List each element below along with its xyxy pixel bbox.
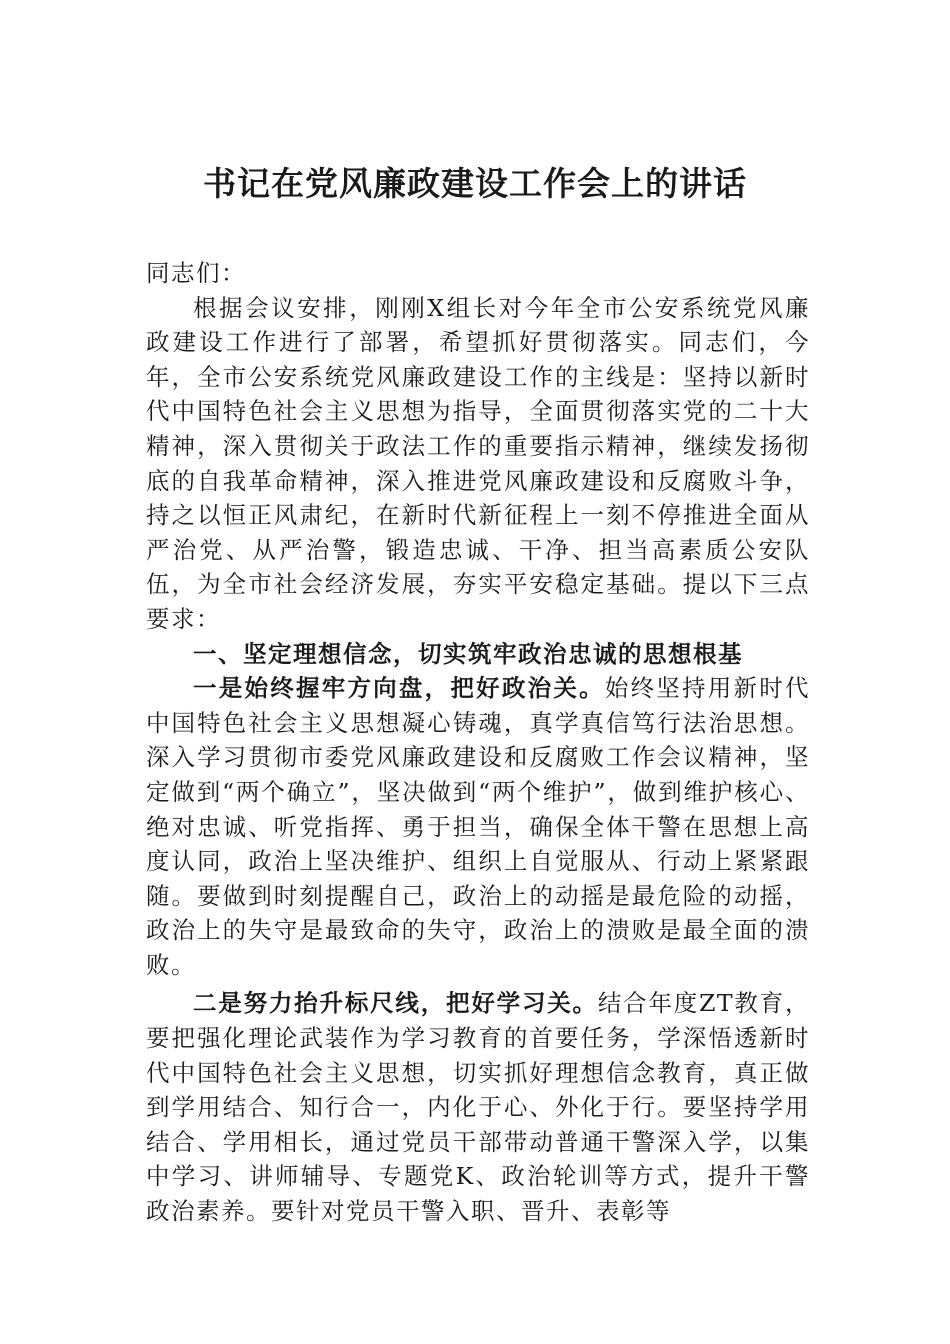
point-1-text: 始终坚持用新时代中国特色社会主义思想凝心铸魂，真学真信笃行法治思想。深入学习贯彻市委党风廉政建设和反腐败工作会议精神，坚定做到“两个确立”，坚决做到“两个维护”，做到维护核心、绝对忠诚、听党指挥、勇于担当，确保全体干警在思想上高度认同，政治上坚决维护、组织上自觉服从、行动上紧紧跟随。要做到时刻提醒自己，政治上的动摇是最危险的动摇，政治上的失守是最致命的失守，政治上的溃败是最全面的溃败。 <box>146 674 811 979</box>
intro-paragraph: 根据会议安排，刚刚X组长对今年全市公安系统党风廉政建设工作进行了部署，希望抓好贯彻落实。同志们，今年，全市公安系统党风廉政建设工作的主线是：坚持以新时代中国特色社会主义思想为指导，全面贯彻落实党的二十大精神，深入贯彻关于政法工作的重要指示精神，继续发扬彻底的自我革命精神，深入推进党风廉政建设和反腐败斗争，持之以恒正风肃纪，在新时代新征程上一刻不停推进全面从严治党、从严治警，锻造忠诚、干净、担当高素质公安队伍，为全市社会经济发展，夯实平安稳定基础。提以下三点要求： <box>146 293 810 633</box>
salutation: 同志们： <box>146 259 246 287</box>
point-2-text: 结合年度ZT教育，要把强化理论武装作为学习教育的首要任务，学深悟透新时代中国特色社会主义思想，切实抓好理想信念教育，真正做到学用结合、知行合一，内化于心、外化于行。要坚持学用结合、学用相长，通过党员干部带动普通干警深入学，以集中学习、讲师辅导、专题党K、政治轮训等方式，提升干警政治素养。要针对党员干警入职、晋升、表彰等 <box>146 989 810 1226</box>
point-2-lead: 二是努力抬升标尺线，把好学习关。 <box>193 989 598 1018</box>
point-2-paragraph <box>146 986 810 1228</box>
point-1-paragraph <box>146 671 810 982</box>
section-heading-1: 一、坚定理想信念，切实筑牢政治忠诚的思想根基 <box>193 639 743 668</box>
point-1-lead: 一是始终握牢方向盘，把好政治关。 <box>193 674 605 703</box>
document-body <box>146 256 810 1229</box>
document-title: 书记在党风廉政建设工作会上的讲话 <box>203 164 747 203</box>
